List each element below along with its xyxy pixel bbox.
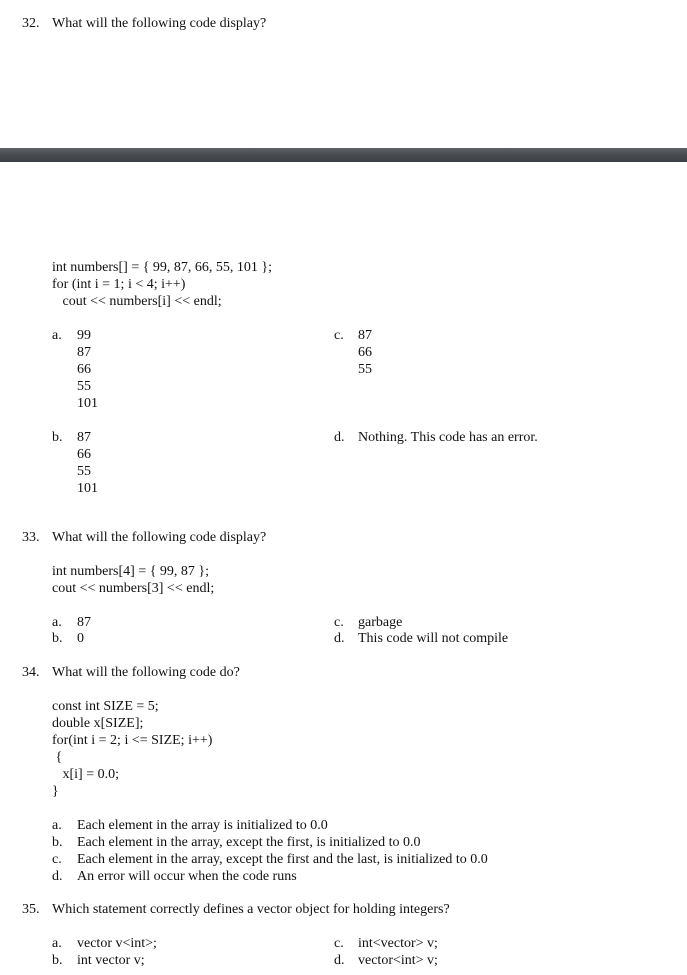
option-letter: d.: [52, 869, 63, 884]
page-divider: [0, 148, 687, 162]
option-letter: a.: [52, 328, 62, 343]
option-letter: a.: [52, 615, 62, 630]
option-letter: d.: [334, 430, 345, 445]
option-text: Each element in the array is initialized to 0.0: [77, 818, 328, 833]
option-text: int<vector> v;: [358, 936, 438, 951]
question-text: What will the following code display?: [52, 16, 267, 31]
code-line: x[i] = 0.0;: [52, 767, 119, 782]
option-text: Nothing. This code has an error.: [358, 430, 538, 445]
code-line: cout << numbers[3] << endl;: [52, 581, 215, 596]
option-text: vector v<int>;: [77, 936, 157, 951]
question-text: Which statement correctly defines a vector object for holding integers?: [52, 902, 450, 917]
option-text: vector<int> v;: [358, 953, 438, 968]
option-letter: b.: [52, 631, 63, 646]
option-letter: a.: [52, 818, 62, 833]
code-line: for (int i = 1; i < 4; i++): [52, 277, 186, 292]
code-line: {: [52, 750, 63, 765]
option-letter: a.: [52, 936, 62, 951]
option-text: Each element in the array, except the first and the last, is initialized to 0.0: [77, 852, 488, 867]
option-letter: c.: [334, 328, 344, 343]
option-text: This code will not compile: [358, 631, 509, 646]
option-line: 101: [77, 481, 98, 496]
option-line: 66: [77, 362, 91, 377]
code-line: double x[SIZE];: [52, 716, 144, 731]
option-text: garbage: [358, 615, 403, 630]
option-letter: c.: [334, 936, 344, 951]
question-number: 32.: [22, 16, 40, 31]
option-line: 55: [358, 362, 372, 377]
question-number: 33.: [22, 530, 40, 545]
option-text: 87: [77, 615, 91, 630]
option-letter: d.: [334, 631, 345, 646]
option-letter: b.: [52, 430, 63, 445]
option-line: 101: [77, 396, 98, 411]
option-line: 87: [77, 430, 91, 445]
question-text: What will the following code do?: [52, 665, 240, 680]
code-line: const int SIZE = 5;: [52, 699, 159, 714]
option-line: 66: [358, 345, 372, 360]
code-line: int numbers[4] = { 99, 87 };: [52, 564, 210, 579]
option-letter: c.: [52, 852, 62, 867]
option-line: 87: [358, 328, 372, 343]
option-text: 0: [77, 631, 84, 646]
option-line: 99: [77, 328, 91, 343]
option-line: 87: [77, 345, 91, 360]
option-letter: b.: [52, 953, 63, 968]
option-letter: c.: [334, 615, 344, 630]
question-text: What will the following code display?: [52, 530, 267, 545]
question-number: 34.: [22, 665, 40, 680]
question-number: 35.: [22, 902, 40, 917]
option-text: Each element in the array, except the first, is initialized to 0.0: [77, 835, 421, 850]
option-letter: b.: [52, 835, 63, 850]
code-line: cout << numbers[i] << endl;: [52, 294, 222, 309]
code-line: int numbers[] = { 99, 87, 66, 55, 101 };: [52, 260, 273, 275]
option-text: An error will occur when the code runs: [77, 869, 297, 884]
option-line: 55: [77, 464, 91, 479]
option-line: 66: [77, 447, 91, 462]
option-line: 55: [77, 379, 91, 394]
option-letter: d.: [334, 953, 345, 968]
option-text: int vector v;: [77, 953, 145, 968]
code-line: for(int i = 2; i <= SIZE; i++): [52, 733, 213, 748]
code-line: }: [52, 784, 59, 799]
